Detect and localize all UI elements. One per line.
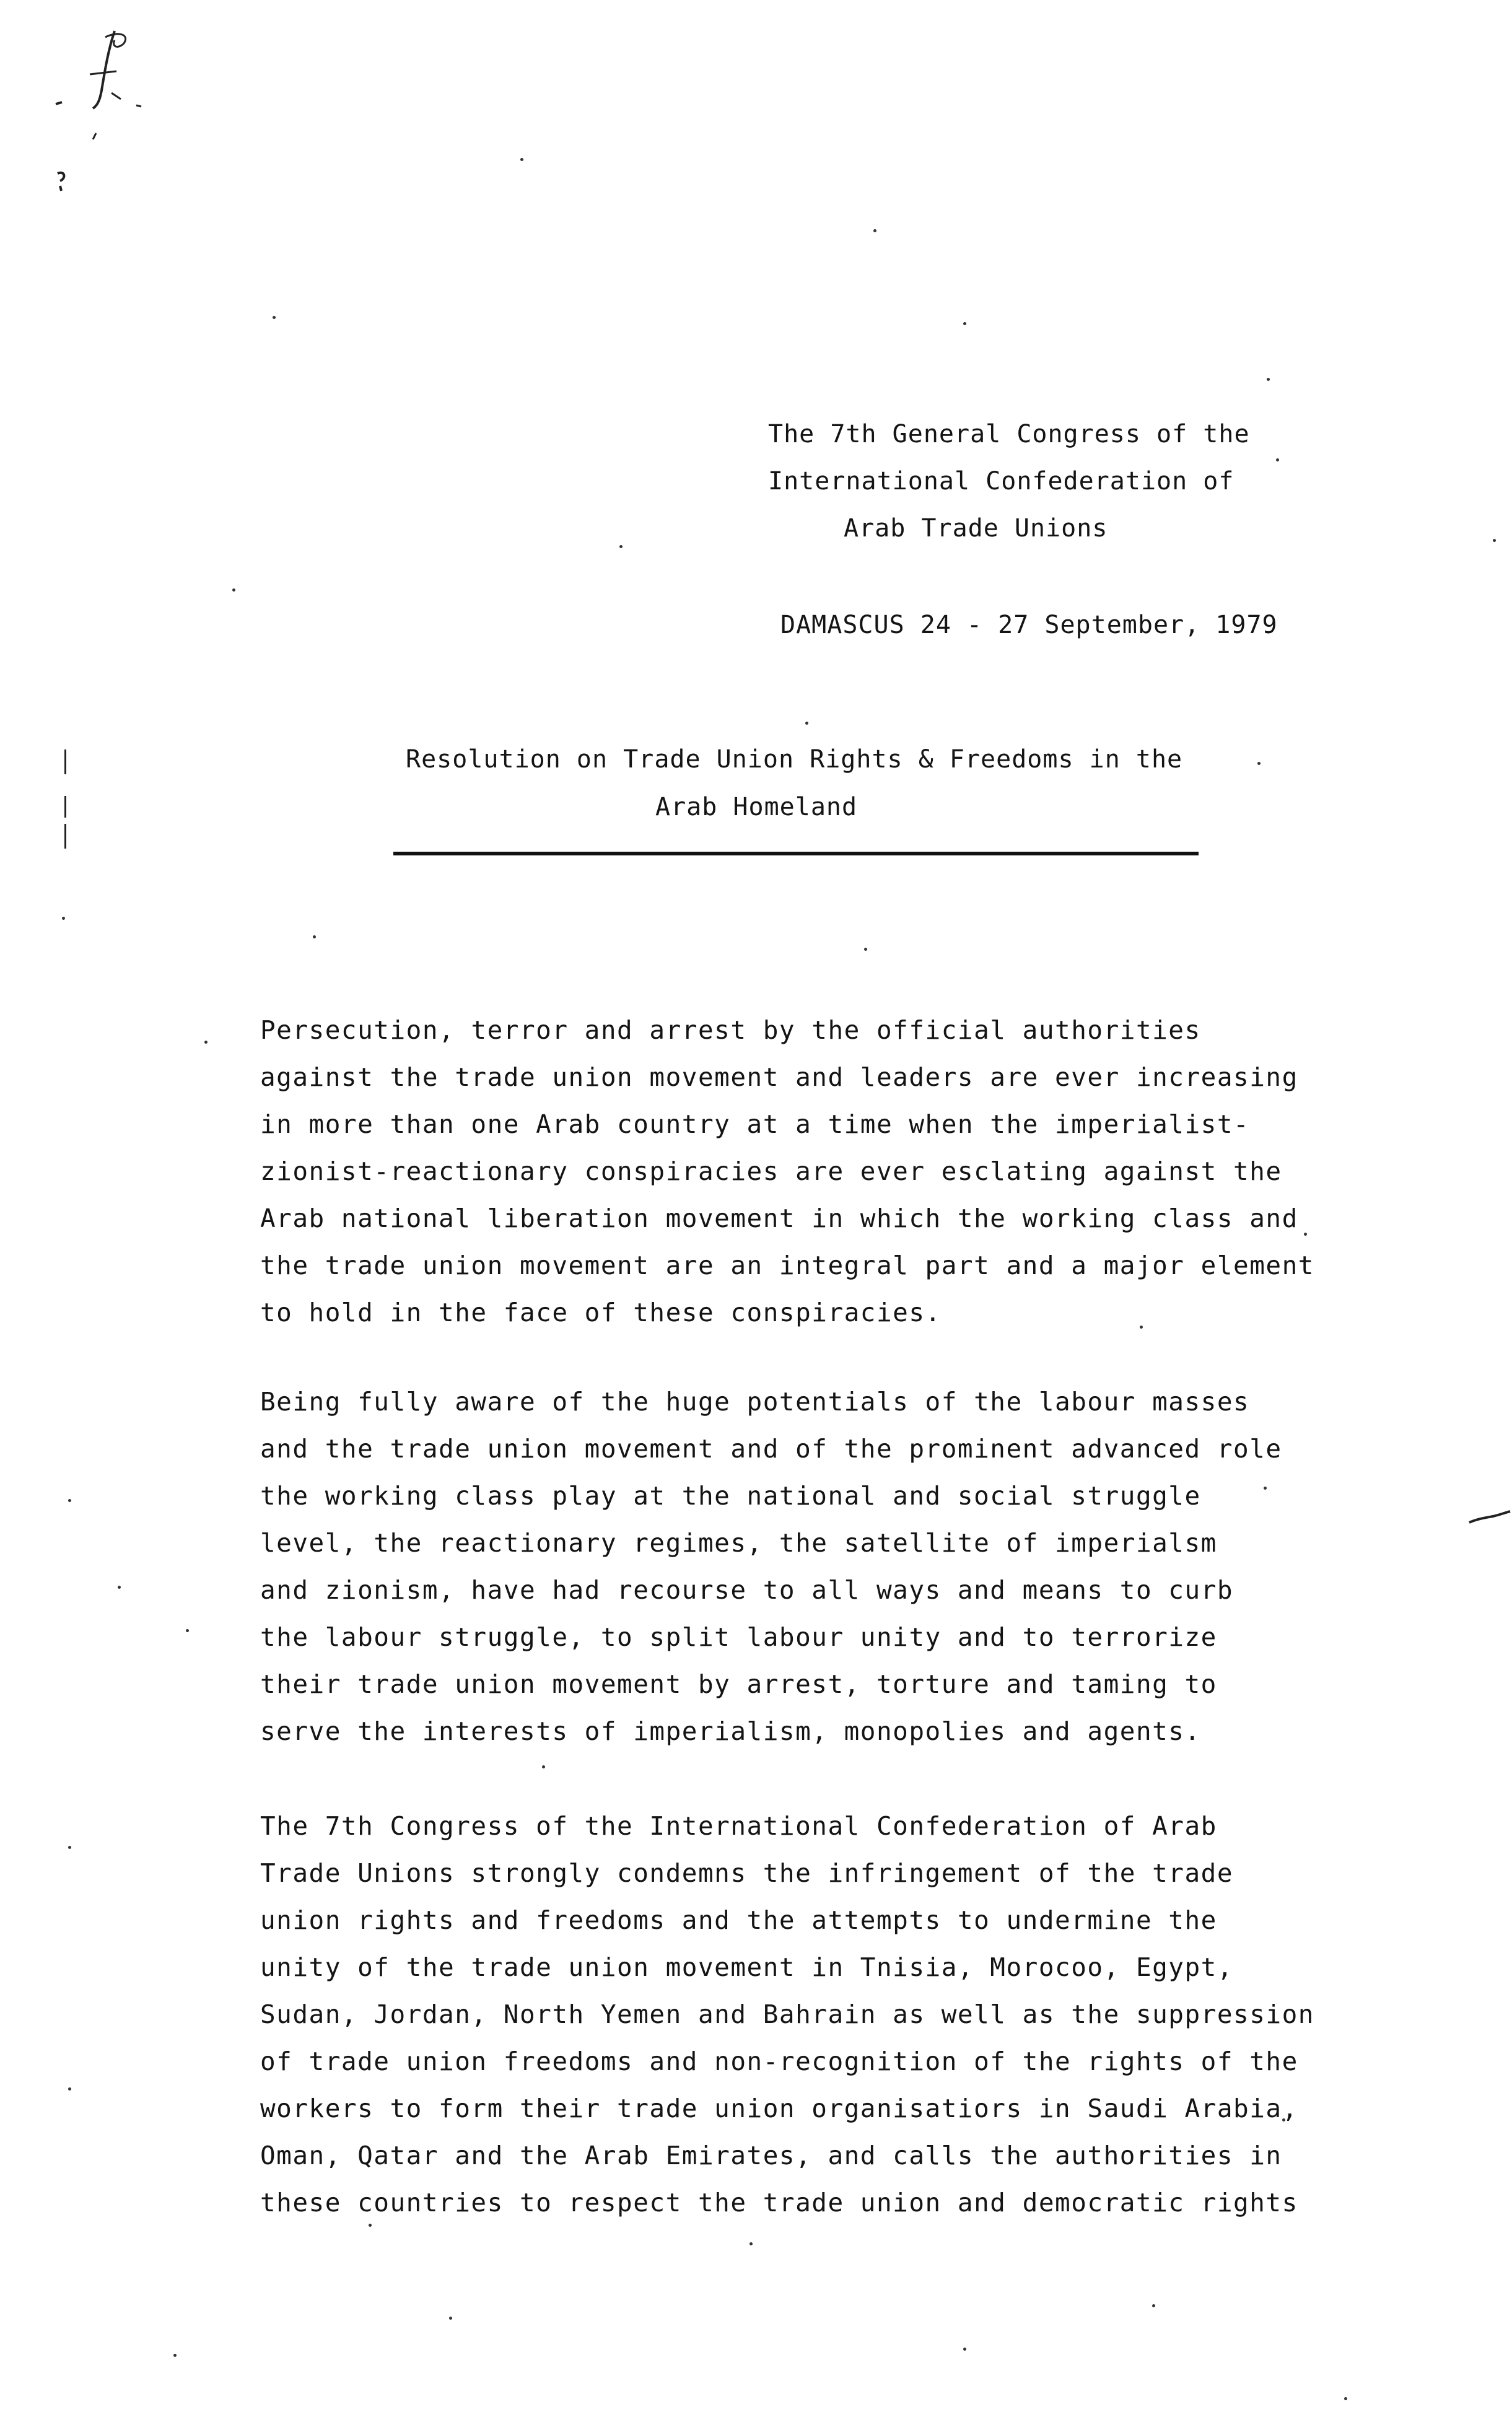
- dateline: DAMASCUS 24 - 27 September, 1979: [780, 611, 1278, 639]
- scan-speck: [173, 2354, 177, 2357]
- text-line: level, the reactionary regimes, the satellite of imperialsm: [260, 1528, 1217, 1558]
- scan-speck: [749, 2242, 753, 2245]
- text-line: to hold in the face of these conspiracies.: [260, 1298, 942, 1327]
- text-line: the trade union movement are an integral part and a major element: [260, 1251, 1314, 1280]
- text-line: against the trade union movement and leaders are ever increasing: [260, 1062, 1298, 1092]
- scan-speck: [449, 2317, 452, 2320]
- scan-speck: [963, 322, 966, 325]
- header-line: International Confederation of: [768, 467, 1235, 496]
- margin-tick: [64, 749, 66, 774]
- title-underline: [393, 852, 1199, 855]
- scan-speck: [313, 935, 316, 938]
- scan-speck: [963, 2348, 966, 2351]
- text-line: of trade union freedoms and non-recognition of the rights of the: [260, 2047, 1298, 2076]
- margin-stroke: [1468, 1505, 1511, 1530]
- text-line: Sudan, Jordan, North Yemen and Bahrain as well as the suppression: [260, 1999, 1314, 2029]
- scan-speck: [542, 1765, 545, 1768]
- paragraph: [260, 1378, 1301, 1755]
- scan-speck: [68, 2087, 71, 2091]
- text-line: and the trade union movement and of the prominent advanced role: [260, 1434, 1282, 1464]
- scan-speck: [1152, 2304, 1155, 2307]
- scan-speck: [1276, 458, 1279, 461]
- margin-tick: [64, 796, 66, 818]
- paragraph: [260, 1007, 1314, 1336]
- scan-speck: [68, 1846, 71, 1849]
- margin-tick: [64, 824, 66, 849]
- text-line: serve the interests of imperialism, monopolies and agents.: [260, 1716, 1201, 1746]
- scan-speck: [186, 1629, 189, 1632]
- scan-speck: [118, 1586, 121, 1589]
- handwritten-mark: [43, 12, 142, 149]
- scan-speck: [204, 1041, 208, 1044]
- header-line: Arab Trade Unions: [844, 514, 1108, 543]
- scan-speck: [1344, 2397, 1347, 2400]
- text-line: zionist-reactionary conspiracies are ever esclating against the: [260, 1156, 1282, 1186]
- text-line: Oman, Qatar and the Arab Emirates, and calls the authorities in: [260, 2141, 1282, 2170]
- scan-speck: [62, 917, 65, 920]
- text-line: workers to form their trade union organisatiors in Saudi Arabia,: [260, 2094, 1298, 2123]
- text-line: their trade union movement by arrest, torture and taming to: [260, 1669, 1217, 1699]
- text-line: in more than one Arab country at a time when the imperialist-: [260, 1109, 1250, 1139]
- margin-mark: [53, 167, 71, 198]
- scan-speck: [864, 948, 867, 951]
- text-line: Being fully aware of the huge potentials of the labour masses: [260, 1387, 1250, 1417]
- scan-speck: [1257, 762, 1261, 765]
- text-line: and zionism, have had recourse to all ways and means to curb: [260, 1575, 1234, 1605]
- scan-speck: [273, 316, 276, 319]
- scan-speck: [1267, 378, 1270, 381]
- resolution-title: Resolution on Trade Union Rights & Freedoms in the: [406, 745, 1183, 774]
- scan-speck: [873, 229, 876, 232]
- text-line: the working class play at the national and social struggle: [260, 1481, 1201, 1511]
- text-line: Persecution, terror and arrest by the official authorities: [260, 1015, 1201, 1045]
- resolution-title: Arab Homeland: [655, 793, 858, 821]
- scan-speck: [68, 1499, 71, 1502]
- scan-speck: [805, 722, 808, 725]
- text-line: Arab national liberation movement in which the working class and: [260, 1204, 1298, 1233]
- paragraph: [260, 1802, 1314, 2226]
- scan-speck: [232, 588, 235, 592]
- text-line: unity of the trade union movement in Tnisia, Morocoo, Egypt,: [260, 1952, 1234, 1982]
- header-line: The 7th General Congress of the: [768, 420, 1250, 448]
- scan-speck: [619, 545, 623, 548]
- text-line: Trade Unions strongly condemns the infringement of the trade: [260, 1858, 1234, 1888]
- text-line: the labour struggle, to split labour unity and to terrorize: [260, 1622, 1217, 1652]
- text-line: The 7th Congress of the International Confederation of Arab: [260, 1811, 1217, 1841]
- scan-speck: [520, 158, 523, 161]
- scan-speck: [1304, 1233, 1307, 1236]
- scan-speck: [1493, 539, 1496, 542]
- text-line: these countries to respect the trade union and democratic rights: [260, 2188, 1298, 2218]
- text-line: union rights and freedoms and the attempts to undermine the: [260, 1905, 1217, 1935]
